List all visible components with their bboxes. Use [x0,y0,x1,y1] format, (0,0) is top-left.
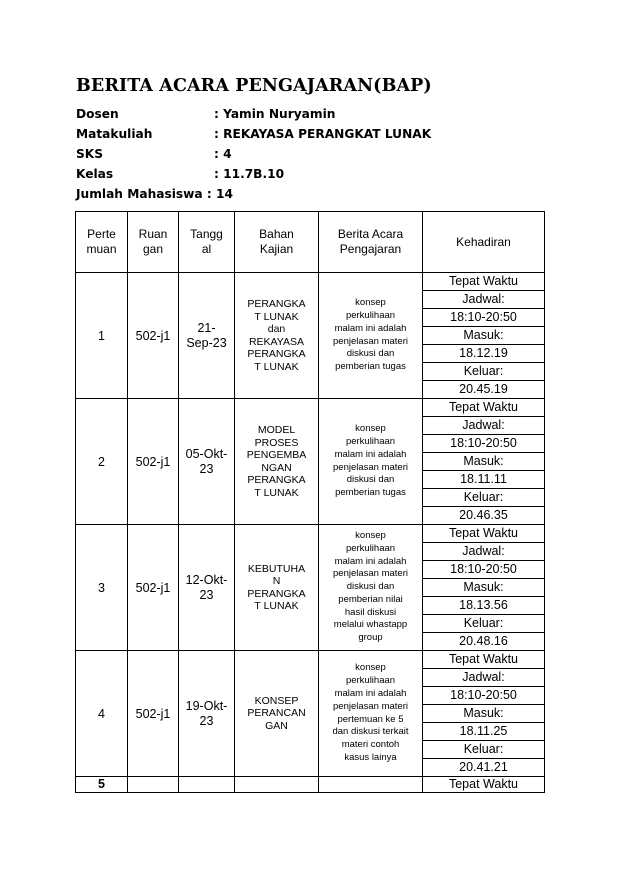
text-line: N [272,575,281,587]
text-line: diskusi dan [346,348,395,360]
cell-ruangan: 502-j1 [128,525,179,651]
document-title: BERITA ACARA PENGAJARAN(BAP) [76,76,432,96]
cell-berita-acara [319,273,423,399]
text-line: 23 [199,461,214,476]
text-line: diskusi dan [346,581,395,593]
text-line: 05-Okt- [185,446,228,461]
cell-kehadiran: Jadwal: [423,543,545,561]
text-line: penjelasan materi [333,461,408,473]
cell-kehadiran: 18.13.56 [423,597,545,615]
cell-bahan-kajian [235,651,319,777]
cell-kehadiran: 20.45.19 [423,381,545,399]
text-line: group [358,632,383,644]
cell-kehadiran: 20.46.35 [423,507,545,525]
text-line: materi contoh [341,739,400,751]
info-value: : 11.7B.10 [214,167,285,181]
cell-kehadiran: Masuk: [423,327,545,345]
cell-kehadiran: 18:10-20:50 [423,309,545,327]
cell-empty [235,777,319,793]
text-line: 12-Okt- [185,572,228,587]
text-line: GAN [265,719,288,732]
text-line: hasil diskusi [344,606,397,618]
text-line: malam ini adalah [334,555,407,567]
text-line: pemberian tugas [335,487,406,499]
text-line: T LUNAK [254,486,299,499]
text-line: konsep [355,423,386,435]
table-row [76,651,545,669]
cell-kehadiran: Keluar: [423,363,545,381]
header-berita-acara: Berita Acara Pengajaran [319,212,423,273]
text-line: malam ini adalah [334,322,407,334]
cell-kehadiran: 18.12.19 [423,345,545,363]
text-line: penjelasan materi [333,700,408,712]
text-line: PERANGKA [247,298,306,310]
text-line: PROSES [254,436,299,449]
text-line: 21- [197,320,216,335]
text-line: Sep-23 [186,335,227,350]
info-label: Jumlah Mahasiswa [76,187,203,201]
header-kehadiran: Kehadiran [423,212,545,273]
info-row-jumlah-mahasiswa [76,184,233,204]
text-line: PENGEMBA [246,449,307,461]
header-tanggal: Tangg al [179,212,235,273]
cell-bahan-kajian [235,273,319,399]
info-row-dosen [76,104,336,124]
text-line: PERANGKA [247,474,306,486]
cell-ruangan: 502-j1 [128,399,179,525]
text-line: malam ini adalah [334,448,407,460]
text-line: konsep [355,662,386,674]
cell-kehadiran: Jadwal: [423,417,545,435]
text-line: perkulihaan [345,309,396,321]
cell-kehadiran: Tepat Waktu [423,651,545,669]
text-line: T LUNAK [254,360,299,373]
cell-kehadiran: Tepat Waktu [423,777,545,793]
text-line: REKAYASA [248,335,305,348]
cell-empty [179,777,235,793]
course-info [76,104,432,204]
header-ruangan: Ruan gan [128,212,179,273]
table-row [76,399,545,417]
text-line: melalui whastapp [333,619,408,631]
cell-pertemuan: 3 [76,525,128,651]
cell-kehadiran: Keluar: [423,489,545,507]
cell-berita-acara [319,651,423,777]
info-value: : 14 [206,187,233,201]
cell-kehadiran: Masuk: [423,453,545,471]
cell-pertemuan: 1 [76,273,128,399]
cell-kehadiran: 18:10-20:50 [423,435,545,453]
cell-kehadiran: Jadwal: [423,669,545,687]
text-line: NGAN [261,461,292,474]
table-row [76,777,545,793]
cell-pertemuan: 4 [76,651,128,777]
text-line: PERANGKA [247,348,306,360]
cell-tanggal [179,651,235,777]
cell-kehadiran: 20.48.16 [423,633,545,651]
cell-tanggal [179,273,235,399]
text-line: pemberian nilai [338,593,403,605]
cell-kehadiran: 18:10-20:50 [423,561,545,579]
cell-kehadiran: 18.11.25 [423,723,545,741]
cell-tanggal [179,399,235,525]
cell-empty [319,777,423,793]
info-label: SKS [76,147,103,161]
cell-kehadiran: Keluar: [423,741,545,759]
cell-bahan-kajian [235,525,319,651]
cell-pertemuan: 5 [76,777,128,793]
info-value: : REKAYASA PERANGKAT LUNAK [214,127,432,141]
text-line: dan [267,323,286,335]
table-row [76,273,545,291]
text-line: diskusi dan [346,474,395,486]
cell-kehadiran: Masuk: [423,579,545,597]
cell-kehadiran: Tepat Waktu [423,399,545,417]
text-line: kasus lainya [344,751,397,763]
text-line: perkulihaan [345,435,396,447]
cell-berita-acara [319,525,423,651]
info-label: Kelas [76,167,114,181]
text-line: pertemuan ke 5 [337,713,404,725]
cell-kehadiran: 20.41.21 [423,759,545,777]
attendance-table [75,211,545,793]
cell-kehadiran: Masuk: [423,705,545,723]
cell-kehadiran: Tepat Waktu [423,525,545,543]
text-line: PERANGKA [247,587,306,600]
text-line: perkulihaan [345,675,396,687]
info-label: Matakuliah [76,127,153,141]
cell-kehadiran: Keluar: [423,615,545,633]
cell-bahan-kajian [235,399,319,525]
text-line: 23 [199,713,214,728]
cell-ruangan: 502-j1 [128,273,179,399]
cell-ruangan: 502-j1 [128,651,179,777]
text-line: T LUNAK [254,600,299,612]
text-line: KEBUTUHA [247,562,306,575]
text-line: dan diskusi terkait [332,726,409,738]
text-line: pemberian tugas [335,361,406,373]
text-line: perkulihaan [345,542,396,554]
cell-kehadiran: Jadwal: [423,291,545,309]
header-bahan-kajian: Bahan Kajian [235,212,319,273]
info-value: : 4 [214,147,232,161]
text-line: MODEL [257,424,296,436]
info-label: Dosen [76,107,119,121]
table-body [76,273,545,793]
text-line: KONSEP [254,694,299,707]
cell-kehadiran: 18.11.11 [423,471,545,489]
info-row-kelas [76,164,285,184]
text-line: konsep [355,529,386,541]
text-line: penjelasan materi [333,335,408,347]
text-line: PERANCAN [247,707,306,720]
text-line: konsep [355,297,386,309]
text-line: T LUNAK [254,310,299,323]
cell-kehadiran: 18:10-20:50 [423,687,545,705]
cell-berita-acara [319,399,423,525]
text-line: 23 [199,587,214,602]
table-header-row [76,212,545,273]
info-value: : Yamin Nuryamin [214,107,336,121]
cell-pertemuan: 2 [76,399,128,525]
header-pertemuan: Perte muan [76,212,128,273]
cell-kehadiran: Tepat Waktu [423,273,545,291]
info-row-sks [76,144,233,164]
table-row [76,525,545,543]
cell-empty [128,777,179,793]
cell-tanggal [179,525,235,651]
text-line: 19-Okt- [185,698,228,713]
text-line: penjelasan materi [333,568,408,580]
text-line: malam ini adalah [334,687,407,699]
info-row-matakuliah [76,124,432,144]
